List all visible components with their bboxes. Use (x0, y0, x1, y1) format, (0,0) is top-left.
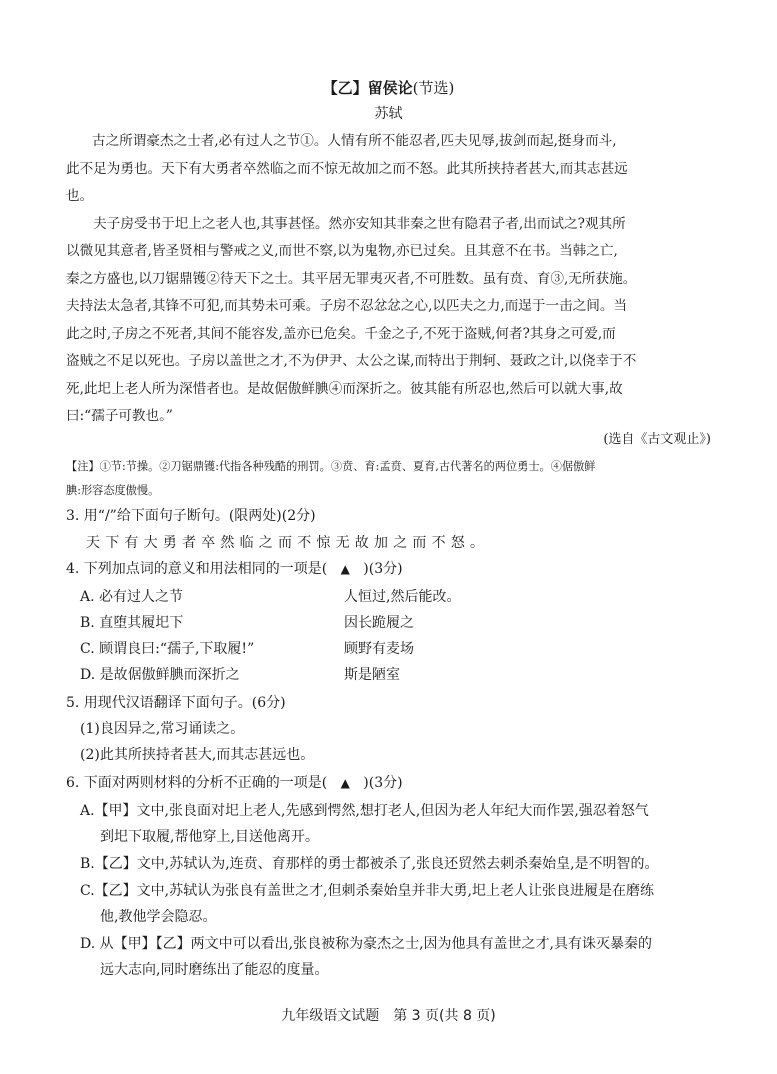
question-6-stem-text: 6. 下面对两则材料的分析不正确的一项是( (66, 775, 328, 791)
page-footer: 九年级语文试题 第 3 页(共 8 页) (281, 1008, 496, 1024)
q6-option-d-line-2: 远大志向,同时磨练出了能忍的度量。 (100, 962, 329, 978)
passage-line: 此不足为勇也。天下有大勇者卒然临之而不惊无故加之而不怒。此其所挟持者甚大,而其志甚远 (66, 160, 628, 177)
q6-option-d-line-1: D. 从【甲】【乙】两文中可以看出,张良被称为豪杰之士,因为他具有盖世之才,具有诛灭暴秦的 (80, 936, 652, 952)
q4-option-a-right: 人恒过,然后能改。 (344, 589, 461, 605)
passage-line: 死,此圯上老人所为深惜者也。是故倨傲鲜腆④而深折之。彼其能有所忍也,然后可以就大事,故 (66, 380, 623, 397)
question-4-stem (66, 558, 403, 578)
q4-option-d-right: 斯是陋室 (344, 667, 400, 683)
q4-option-c-left: C. 顾谓良曰:“孺子,下取履!” (80, 641, 255, 657)
answer-blank[interactable]: ▲ (340, 776, 350, 790)
q4-option-a-left: A. 必有过人之节 (80, 589, 184, 605)
passage-title-suffix: (节选) (412, 79, 455, 97)
q4-option-b-left: B. 直堕其履圯下 (80, 615, 184, 631)
passage-line: 夫持法太急者,其锋不可犯,而其势未可乘。子房不忍忿忿之心,以匹夫之力,而逞于一击之间。当 (66, 298, 628, 314)
note-line: 腆:形容态度傲慢。 (66, 484, 160, 497)
q4-option-d-left: D. 是故倨傲鲜腆而深折之 (80, 667, 240, 683)
question-5-item-1: (1)良因异之,常习诵读之。 (80, 721, 245, 737)
passage-body (66, 128, 714, 431)
question-4-score: )(3分) (363, 561, 403, 577)
passage-line: 此之时,子房之不死者,其间不能容发,盖亦已危矣。千金之子,不死于盗贼,何者?其身之可爱,而 (66, 325, 616, 342)
passage-title-text: 【乙】留侯论 (322, 79, 413, 97)
question-3-stem: 3. 用“/”给下面句子断句。(限两处)(2分) (66, 508, 316, 524)
q6-option-a-line-2: 到圯下取履,帮他穿上,目送他离开。 (100, 829, 319, 845)
question-6-score: )(3分) (363, 775, 403, 791)
passage-title (0, 77, 777, 98)
passage-notes (66, 455, 716, 503)
passage-line: 秦之方盛也,以刀锯鼎镬②待天下之士。其平居无罪夷灭者,不可胜数。虽有贲、育③,无所获施。 (66, 270, 637, 287)
q6-option-b-line-1: B.【乙】文中,苏轼认为,连贲、育那样的勇士都被杀了,张良还贸然去刺杀秦始皇,是不明智的。 (80, 856, 659, 872)
q4-option-b-right: 因长跪履之 (344, 615, 414, 631)
passage-line: 盗贼之不足以死也。子房以盖世之才,不为伊尹、太公之谋,而特出于荆轲、聂政之计,以侥幸于不 (66, 353, 637, 369)
passage-line: 古之所谓豪杰之士者,必有过人之节①。人情有所不能忍者,匹夫见辱,拔剑而起,挺身而斗, (92, 133, 617, 149)
q4-option-c-right: 顾野有麦场 (344, 641, 414, 657)
passage-source: (选自《古文观止》) (603, 432, 711, 447)
passage-line: 以微见其意者,皆圣贤相与警戒之义,而世不察,以为鬼物,亦已过矣。且其意不在书。当韩之亡, (66, 243, 618, 259)
passage-line: 也。 (66, 188, 94, 204)
question-5-item-2: (2)此其所挟持者甚大,而其志甚远也。 (80, 747, 315, 763)
question-3-sentence: 天下有大勇者卒然临之而不惊无故加之而不怒。 (86, 535, 490, 551)
passage-author: 苏轼 (374, 106, 403, 122)
passage-line: 曰:“孺子可教也。” (66, 408, 173, 424)
answer-blank[interactable]: ▲ (340, 562, 350, 576)
question-5-stem: 5. 用现代汉语翻译下面句子。(6分) (66, 695, 286, 711)
q6-option-a-line-1: A.【甲】文中,张良面对圯上老人,先感到愕然,想打老人,但因为老人年纪大而作罢,强忍着怒气 (80, 803, 649, 819)
question-4-stem-text: 4. 下列加点词的意义和用法相同的一项是( (66, 561, 328, 577)
q6-option-c-line-1: C.【乙】文中,苏轼认为张良有盖世之才,但刺杀秦始皇并非大勇,圯上老人让张良进履是在磨练 (80, 883, 655, 899)
note-line: 【注】①节:节操。②刀锯鼎镬:代指各种残酷的刑罚。③贲、育:孟贲、夏育,古代著名的两位勇士。④倨傲鲜 (66, 460, 596, 473)
question-6-stem (66, 772, 403, 792)
passage-line: 夫子房受书于圯上之老人也,其事甚怪。然亦安知其非秦之世有隐君子者,出而试之?观其所 (66, 215, 626, 232)
q6-option-c-line-2: 他,教他学会隐忍。 (100, 909, 217, 925)
